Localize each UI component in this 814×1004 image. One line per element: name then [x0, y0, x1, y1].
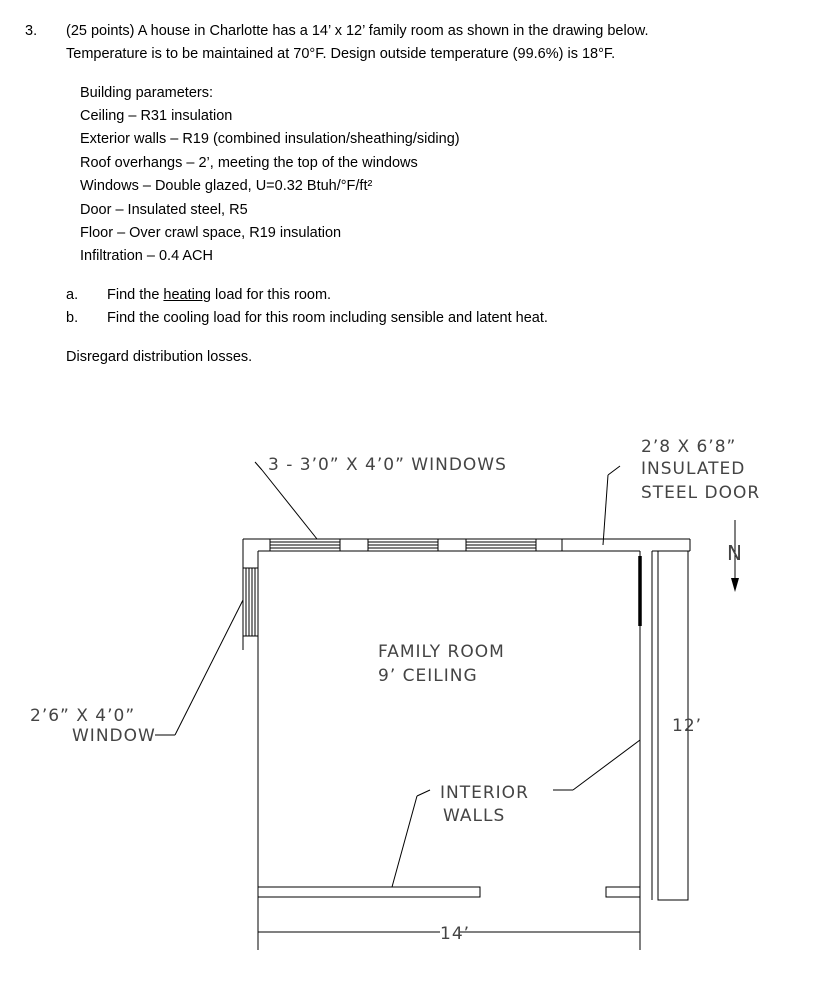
leader-interior-left — [392, 796, 417, 887]
room-label-name: FAMILY ROOM — [378, 642, 505, 662]
interior-wall-bottom-right — [606, 887, 640, 897]
leader-side-window — [175, 600, 243, 735]
interior-walls-label-1: INTERIOR — [440, 783, 529, 803]
task-a-emphasis: heating — [163, 287, 211, 303]
interior-wall-right — [658, 551, 688, 900]
north-symbol: N — [727, 541, 743, 565]
task-a-label: a. — [66, 287, 79, 303]
parameter-roof-overhangs: Roof overhangs – 2’, meeting the top of the windows — [80, 155, 418, 171]
room-label-ceiling: 9’ CEILING — [378, 666, 478, 686]
task-a-post: load for this room. — [211, 287, 332, 303]
windows-label: 3 - 3’0” X 4’0” WINDOWS — [268, 455, 507, 475]
task-b-label: b. — [66, 310, 79, 326]
top-windows — [270, 539, 562, 551]
leader-windows — [262, 470, 317, 539]
side-window — [243, 568, 258, 636]
problem-number: 3. — [25, 23, 38, 39]
side-window-size: 2’6” X 4’0” — [30, 706, 136, 726]
task-b-text: Find the cooling load for this room including sensible and latent heat. — [107, 310, 548, 326]
door-label-type: INSULATED — [641, 459, 746, 479]
problem-line-1: (25 points) A house in Charlotte has a 14’ x 12’ family room as shown in the drawing below. — [66, 23, 649, 39]
parameter-infiltration: Infiltration – 0.4 ACH — [80, 248, 213, 264]
parameter-windows: Windows – Double glazed, U=0.32 Btuh/°F/ft² — [80, 178, 373, 194]
door-label-material: STEEL DOOR — [641, 483, 761, 503]
parameter-ceiling: Ceiling – R31 insulation — [80, 108, 233, 124]
task-a-pre: Find the — [107, 287, 164, 303]
leader-interior-right — [573, 740, 640, 790]
problem-line-2: Temperature is to be maintained at 70°F. Design outside temperature (99.6%) is 18°F. — [66, 46, 616, 62]
note-text: Disregard distribution losses. — [66, 349, 253, 365]
parameter-floor: Floor – Over crawl space, R19 insulation — [80, 225, 342, 241]
parameter-exterior-walls: Exterior walls – R19 (combined insulation/sheathing/siding) — [80, 131, 460, 147]
side-window-label: WINDOW — [72, 726, 156, 746]
north-arrow-head — [731, 578, 739, 592]
door-label-size: 2’8 X 6’8” — [641, 437, 737, 457]
parameter-door: Door – Insulated steel, R5 — [80, 202, 248, 218]
interior-walls-label-2: WALLS — [443, 806, 506, 826]
leader-door — [603, 475, 608, 545]
parameters-heading: Building parameters: — [80, 85, 213, 101]
dimension-14: 14’ — [440, 924, 471, 944]
interior-wall-bottom-left — [258, 887, 480, 897]
dimension-12: 12’ — [672, 716, 703, 736]
